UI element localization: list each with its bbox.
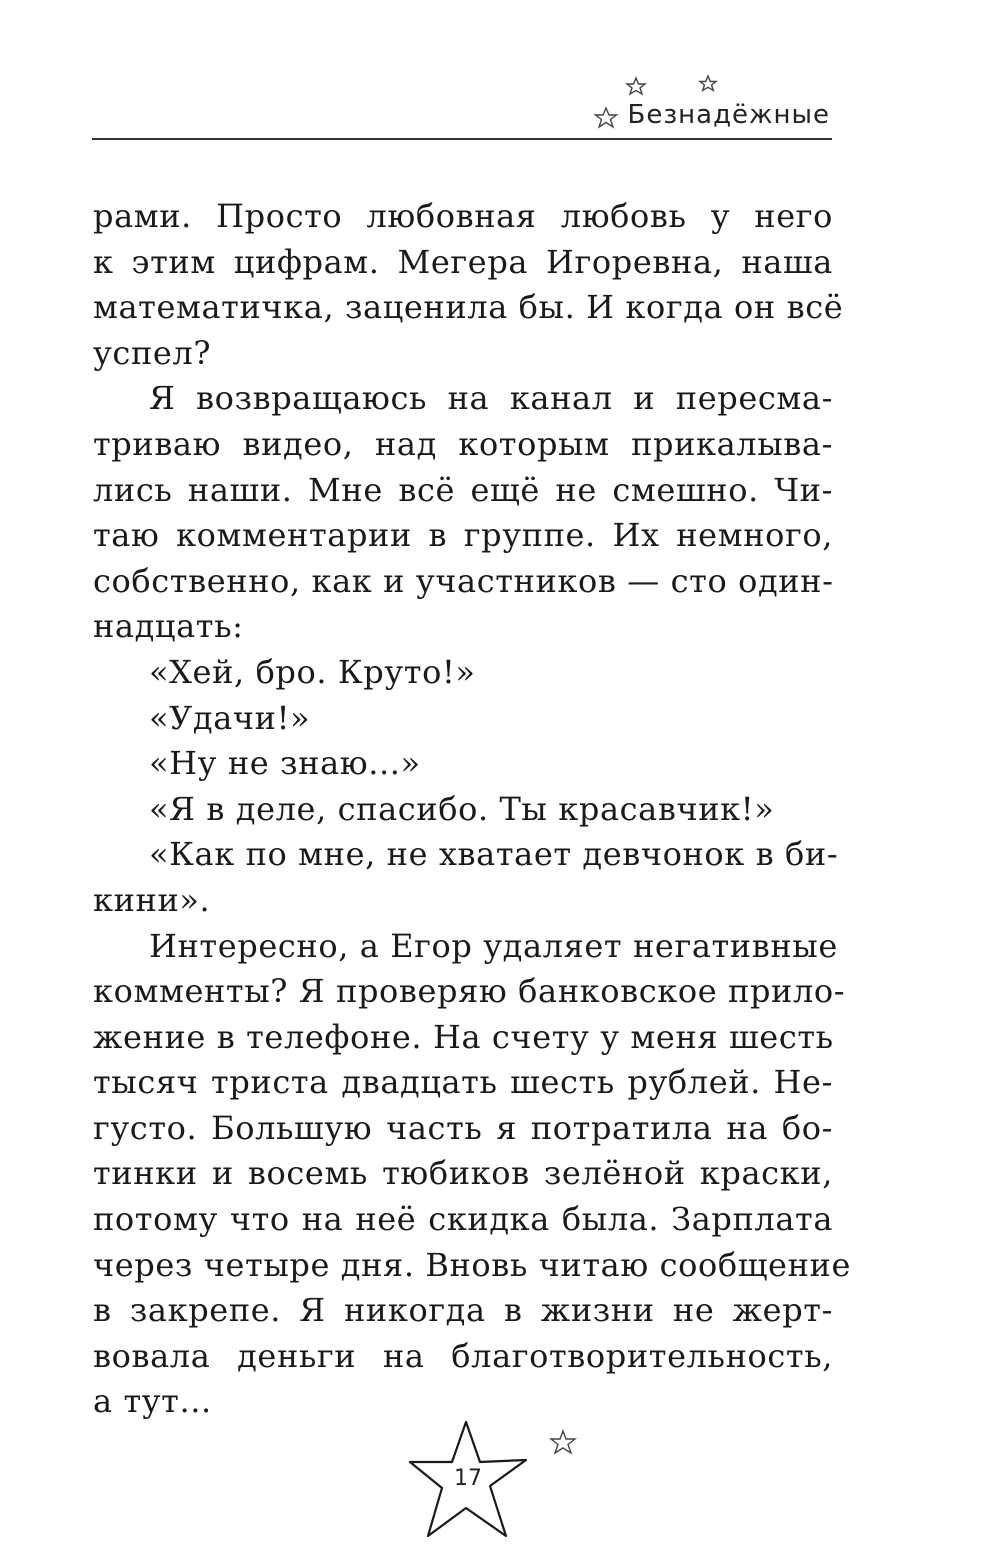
text-line: «Ну не знаю...» xyxy=(149,744,421,783)
text-line: тысяч триста двадцать шесть рублей. Не- xyxy=(93,1063,833,1102)
text-line: потому что на неё скидка была. Зарплата xyxy=(93,1200,833,1239)
header-divider xyxy=(92,138,832,140)
body-text xyxy=(93,194,851,1425)
text-line: собственно, как и участников — сто один- xyxy=(93,561,834,600)
text-line: «Хей, бро. Круто!» xyxy=(149,652,476,691)
running-header-title: Безнадёжные xyxy=(627,100,830,130)
text-line: математичка, заценила бы. И когда он всё xyxy=(93,288,844,327)
text-line: комменты? Я проверяю банковское прило- xyxy=(93,972,846,1011)
text-line: кини». xyxy=(93,880,211,919)
text-line: таю комментарии в группе. Их немного, xyxy=(93,516,833,555)
text-line: через четыре дня. Вновь читаю сообщение xyxy=(93,1245,851,1284)
text-line: а тут... xyxy=(93,1382,212,1421)
text-line: успел? xyxy=(93,333,212,372)
text-line: к этим цифрам. Мегера Игоревна, наша xyxy=(93,242,833,281)
page-number-star xyxy=(404,1418,532,1542)
text-line: Я возвращаюсь на канал и пересма- xyxy=(149,379,833,418)
text-line: «Я в деле, спасибо. Ты красавчик!» xyxy=(149,789,775,828)
running-header xyxy=(92,70,832,144)
text-line: триваю видео, над которым прикалыва- xyxy=(93,424,833,463)
text-line: в закрепе. Я никогда в жизни не жерт- xyxy=(93,1291,833,1330)
text-line: густо. Большую часть я потратила на бо- xyxy=(93,1108,833,1147)
small-star-icon xyxy=(548,1428,578,1458)
text-line: «Удачи!» xyxy=(149,698,311,737)
text-line: рами. Просто любовная любовь у него xyxy=(93,197,833,235)
text-line: лись наши. Мне всё ещё не смешно. Чи- xyxy=(93,470,833,509)
page-number: 17 xyxy=(454,1466,482,1491)
text-line: тинки и восемь тюбиков зелёной краски, xyxy=(93,1154,833,1193)
text-line: жение в телефоне. На счету у меня шесть xyxy=(93,1017,834,1056)
text-line: Интересно, а Егор удаляет негативные xyxy=(149,926,838,965)
text-line: «Как по мне, не хватает девчонок в би- xyxy=(149,835,839,874)
text-line: надцать: xyxy=(93,607,244,646)
text-line: вовала деньги на благотворительность, xyxy=(93,1336,833,1375)
